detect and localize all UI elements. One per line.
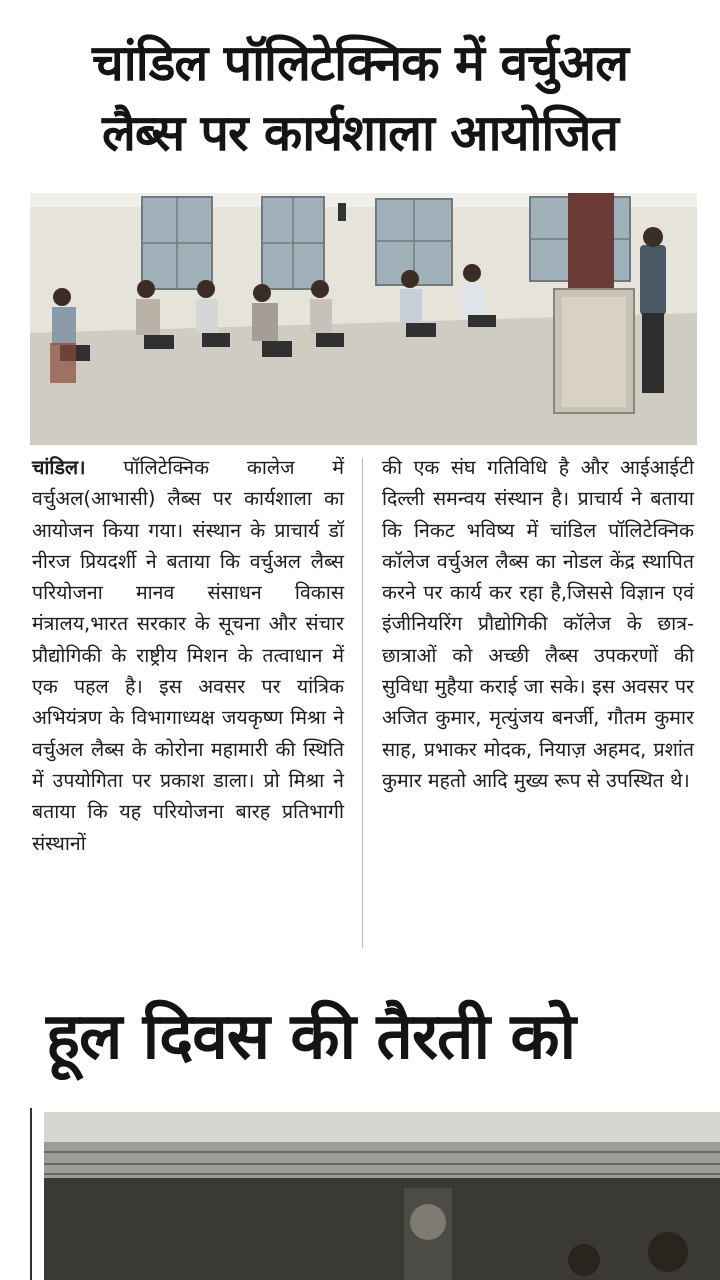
headline-line-1: चांडिल पॉलिटेक्निक में वर्चुअल [92, 34, 628, 92]
next-article-headline: हूल दिवस की तैरती को [46, 1000, 576, 1074]
dateline: चांडिल। [32, 456, 86, 479]
workshop-photo [30, 193, 697, 445]
body-text-left: पॉलिटेक्निक कालेज में वर्चुअल(आभासी) लैब्स पर कार्यशाला का आयोजन किया गया। संस्थान के प्राचार्य डॉ नीरज प्रियदर्शी ने बताया कि वर्चुअल लैब्स परियोजना मानव संसाधन विकास मंत्रालय,भारत सरकार के सूचना और संचार प्रौद्योगिकी के राष्ट्रीय मिशन के तत्वाधान में एक पहल है। इस अवसर पर यांत्रिक अभियंत्रण के विभागाध्यक्ष जयकृष्ण मिश्रा ने वर्चुअल लैब्स के कोरोना महामारी की स्थिति में उपयोगिता पर प्रकाश डाला। प्रो मिश्रा ने बताया कि यह परियोजना बारह प्रतिभागी संस्थानों [32, 456, 344, 855]
article-headline [20, 28, 700, 168]
next-article-photo [44, 1112, 720, 1280]
column-rule [30, 1108, 32, 1280]
article-body-left-column [32, 452, 344, 859]
headline-line-2: लैब्स पर कार्यशाला आयोजित [102, 104, 618, 162]
article-body-right-column [382, 452, 694, 796]
body-text-right: की एक संघ गतिविधि है और आईआईटी दिल्ली समन्वय संस्थान है। प्राचार्य ने बताया कि निकट भविष्य में चांडिल पॉलिटेक्निक कॉलेज वर्चुअल लैब्स का नोडल केंद्र स्थापित करने पर कार्य कर रहा है,जिससे विज्ञान एवं इंजीनियरिंग प्रौद्योगिकी कॉलेज के छात्र-छात्राओं को अच्छी लैब्स उपकरणों की सुविधा मुहैया कराई जा सके। इस अवसर पर अजित कुमार, मृत्युंजय बनर्जी, गौतम कुमार साह, प्रभाकर मोदक, नियाज़ अहमद, प्रशांत कुमार महतो आदि मुख्य रूप से उपस्थित थे। [382, 456, 694, 792]
column-divider [362, 458, 363, 948]
